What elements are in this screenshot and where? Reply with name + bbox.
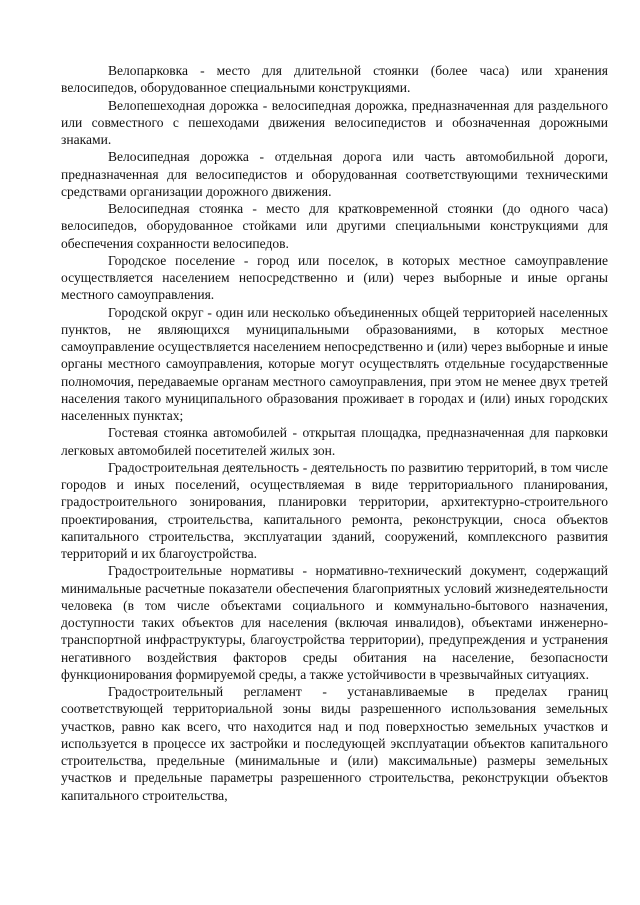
definition-paragraph-gradostroitelny-reglament: Градостроительный регламент - устанавливаемые в пределах границ соответствующей территориальной зоны виды разрешенного использования земельных участков, равно как всего, что находится над и под поверхностью земельных участков и используется в процессе их застройки и последующей эксплуатации объектов капитального строительства, предельные (минимальные и (или) максимальные) размеры земельных участков и предельные параметры разрешенного строительства, реконструкции объектов капитального строительства, [61, 684, 608, 803]
definition-paragraph-gradostroitelnaya-deyatelnost: Градостроительная деятельность - деятельность по развитию территорий, в том числе городов и иных поселений, осуществляемая в виде территориального планирования, градостроительного зонирования, планировки территории, архитектурно-строительного проектирования, строительства, капитального ремонта, реконструкции, сноса объектов капитального строительства, эксплуатации зданий, сооружений, комплексного развития территорий и их благоустройства. [61, 459, 608, 561]
definition-paragraph-velosipednaya-stoyanka: Велосипедная стоянка - место для кратковременной стоянки (до одного часа) велосипедов, оборудованное стойками или другими специальными конструкциями для обеспечения сохранности велосипедов. [61, 201, 608, 251]
definition-paragraph-gradostroitelnye-normativy: Градостроительные нормативы - нормативно-технический документ, содержащий минимальные расчетные показатели обеспечения благоприятных условий жизнедеятельности человека (в том числе объектами социального и коммунально-бытового назначения, доступности таких объектов для населения (включая инвалидов), объектами инженерно-транспортной инфраструктуры, благоустройства территории), предупреждения и устранения негативного воздействия факторов среды обитания на население, безопасности функционирования формируемой среды, а также устойчивости в чрезвычайных ситуациях. [61, 563, 608, 682]
definition-paragraph-veloparkovka: Велопарковка - место для длительной стоянки (более часа) или хранения велосипедов, оборудованное специальными конструкциями. [61, 63, 608, 96]
definition-paragraph-gostevaya-stoyanka: Гостевая стоянка автомобилей - открытая площадка, предназначенная для парковки легковых автомобилей посетителей жилых зон. [61, 425, 608, 458]
document-page [61, 62, 608, 804]
definition-paragraph-gorodskoe-poselenie: Городское поселение - город или поселок, в которых местное самоуправление осуществляется населением непосредственно и (или) через выборные и иные органы местного самоуправления. [61, 252, 608, 303]
definition-paragraph-velosipednaya-dorozhka: Велосипедная дорожка - отдельная дорога или часть автомобильной дороги, предназначенная для велосипедистов и оборудованная соответствующими техническими средствами организации дорожного движения. [61, 149, 608, 199]
definition-paragraph-gorodskoy-okrug: Городской округ - один или несколько объединенных общей территорией населенных пунктов, не являющихся муниципальными образованиями, в которых местное самоуправление осуществляется населением непосредственно и (или) через выборные и иные органы местного самоуправления, которые могут осуществлять отдельные государственные полномочия, передаваемые органам местного самоуправления, при этом не менее двух третей населения такого муниципального образования проживает в городах и (или) иных городских населенных пунктах; [61, 304, 608, 423]
definition-paragraph-velopeshekhodnaya-dorozhka: Велопешеходная дорожка - велосипедная дорожка, предназначенная для раздельного или совместного с пешеходами движения велосипедистов и обозначенная дорожными знаками. [61, 97, 608, 147]
